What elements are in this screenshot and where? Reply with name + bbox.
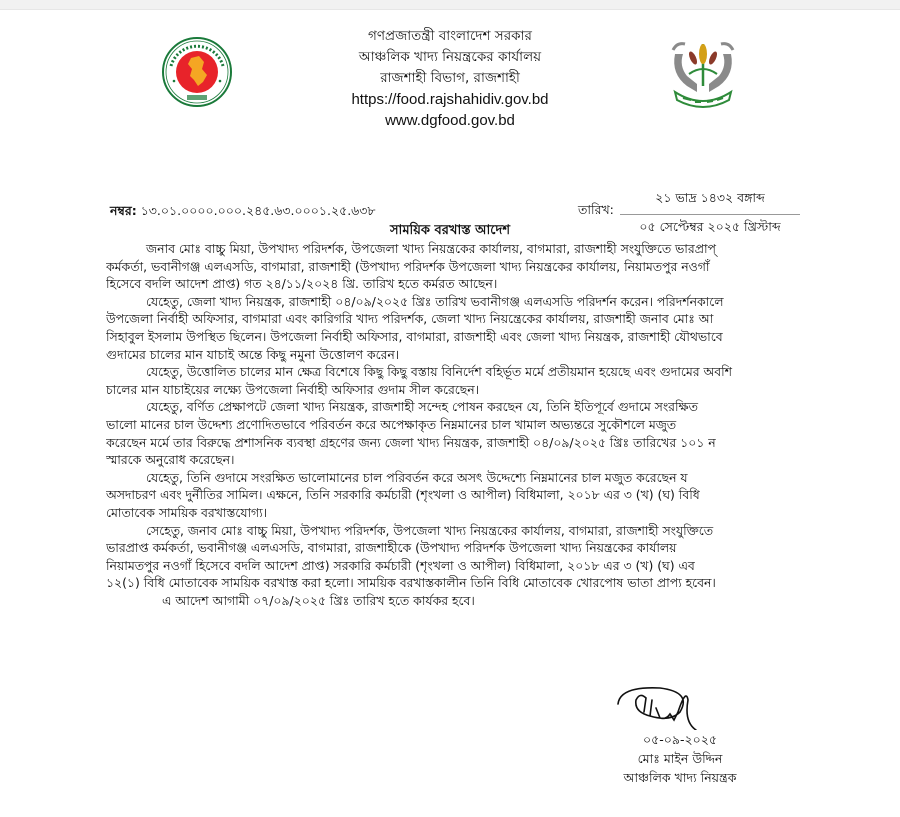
signatory-designation: আঞ্চলিক খাদ্য নিয়ন্ত্রক <box>623 770 737 785</box>
signature-date: ০৫-০৯-২০২৫ <box>643 732 717 747</box>
body-line: অসদাচরণ এবং দুর্নীতির সামিল। এক্ষনে, তিনি সরকারি কর্মচারী (শৃংখলা ও আপীল) বিধিমালা, ২০১৮ এর ৩ (খ) (ঘ) বিধি <box>106 487 700 503</box>
body-line: কর্মকর্তা, ভবানীগঞ্জ এলএসডি, বাগমারা, রাজশাহী (উপখাদ্য পরিদর্শক উপজেলা খাদ্য নিয়ন্ত্রকের কার্যালয়, নিয়ামতপুর নওগাঁ <box>106 258 710 274</box>
signature-icon <box>600 682 750 730</box>
body-line: সেহেতু, জনাব মোঃ বাচ্চু মিয়া, উপখাদ্য পরিদর্শক, উপজেলা খাদ্য নিয়ন্ত্রকের কার্যালয়, বাগমারা, রাজশাহী সংযুক্তিতে <box>146 522 713 538</box>
food-department-logo-icon <box>667 34 739 110</box>
memo-number-label: নম্বর: <box>110 203 137 218</box>
body-line: মোতাবেক সাময়িক বরখাস্তযোগ্য। <box>106 504 268 520</box>
body-line: চালের মান যাচাইয়ের লক্ষ্যে উপজেলা নির্বাহী অফিসার গুদাম সীল করেছেন। <box>106 381 480 397</box>
body-line: গুদামের চালের মান যাচাই অন্তে কিছু নমুনা উত্তোলণ করেন। <box>106 346 400 362</box>
body-line: হিসেবে বদলি আদেশ প্রাপ্ত) গত ২৪/১১/২০২৪ খ্রি. তারিখ হতে কর্মরত আছেন। <box>106 276 498 292</box>
body-line: উপজেলা নির্বাহী অফিসার, বাগমারা এবং কারিগরি খাদ্য পরিদর্শক, জেলা খাদ্য নিয়ন্ত্রেকের কার্যালয়, রাজশাহী জনাব মোঃ আ <box>106 311 714 327</box>
body-line: যেহেতু, বর্ণিত প্রেক্ষাপটে জেলা খাদ্য নিয়ন্ত্রক, রাজশাহী সন্দেহ পোষন করছেন যে, তিনি ইতিপূর্বে গুদামে সংরক্ষিত <box>146 399 698 415</box>
body-line: ভালো মানের চাল উদ্দেশ্য প্রণোদিতভাবে পরিবর্তন করে অপেক্ষাকৃত নিম্নমানের চাল খামাল অভ্যন্তরে সুকৌশলে মজুত <box>106 416 677 432</box>
memo-number-value: ১৩.০১.০০০০.০০০.২৪৫.৬৩.০০০১.২৫.৬৩৮ <box>140 203 376 218</box>
header-line-office: আঞ্চলিক খাদ্য নিয়ন্ত্রকের কার্যালয় <box>358 49 542 65</box>
body-line: যেহেতু, উত্তোলিত চালের মান ক্ষেত্র বিশেষে কিছু কিছু বস্তায় বিনির্দেশ বহির্ভূত মর্মে প্রতীয়মান হয়েছে এবং গুদামের অবশি <box>146 364 732 380</box>
body-line: ১২(১) বিধি মোতাবেক সাময়িক বরখাস্ত করা হলো। সাময়িক বরখাস্তকালীন তিনি বিধি মোতাবেক খোরপোষ ভাতা প্রাপ্য হবেন। <box>106 575 716 591</box>
header-line-division: রাজশাহী বিভাগ, রাজশাহী <box>380 70 520 86</box>
date-bangla: ২১ ভাদ্র ১৪৩২ বঙ্গাব্দ <box>620 190 800 215</box>
body-line: যেহেতু, তিনি গুদামে সংরক্ষিত ভালোমানের চাল পরিবর্তন করে অসৎ উদ্দেশ্যে নিম্নমানের চাল মজুত করেছেন য <box>146 469 688 485</box>
website-link-rajshahi[interactable]: https://food.rajshahidiv.gov.bd <box>351 91 549 108</box>
order-title: সাময়িক বরখাস্ত আদেশ <box>389 223 511 238</box>
body-line: জনাব মোঃ বাচ্চু মিয়া, উপখাদ্য পরিদর্শক, উপজেলা খাদ্য নিয়ন্ত্রকের কার্যালয়, বাগমারা, রাজশাহী সংযুক্তিতে ভারপ্রাপ্ <box>146 241 716 256</box>
signatory-name: মোঃ মাইন উদ্দিন <box>637 751 723 766</box>
website-link-dgfood[interactable]: www.dgfood.gov.bd <box>385 112 515 129</box>
body-line: সিহাবুল ইসলাম উপস্থিত ছিলেন। উপজেলা নির্বাহী অফিসার, বাগমারা, রাজশাহী এবং জেলা খাদ্য নিয়ন্ত্রক, রাজশাহী যৌথভাবে <box>106 328 723 344</box>
date-english: ০৫ সেপ্টেম্বর ২০২৫ খ্রিস্টাব্দ <box>639 219 781 234</box>
memo-number <box>110 203 376 223</box>
effective-date-line: এ আদেশ আগামী ০৭/০৯/২০২৫ খ্রিঃ তারিখ হতে কার্যকর হবে। <box>162 592 475 608</box>
body-line: স্মারকে অনুরোধ করেছেন। <box>106 452 235 468</box>
date-label: তারিখ: <box>578 202 614 217</box>
body-line: ভারপ্রাপ্ত কর্মকর্তা, ভবানীগঞ্জ এলএসডি, বাগমারা, রাজশাহীকে (উপখাদ্য পরিদর্শক উপজেলা খাদ্য নিয়ন্ত্রকের কার্যালয় <box>106 540 677 556</box>
body-line: করেছেন মর্মে তার বিরুদ্ধে প্রশাসনিক ব্যবস্থা গ্রহণের জন্য জেলা খাদ্য নিয়ন্ত্রক, রাজশাহী ০৪/০৯/২০২৫ খ্রিঃ তারিখের ১০১ ন <box>106 434 716 450</box>
body-line: নিয়ামতপুর নওগাঁ হিসেবে বদলি আদেশ প্রাপ্ত) সরকারি কর্মচারী (শৃংখলা ও আপীল) বিধিমালা, ২০১৮ এর ৩ (খ) (ঘ) এব <box>106 557 695 573</box>
header-line-government: গণপ্রজাতন্ত্রী বাংলাদেশ সরকার <box>368 28 532 44</box>
body-line: যেহেতু, জেলা খাদ্য নিয়ন্ত্রক, রাজশাহী ০৪/০৯/২০২৫ খ্রিঃ তারিখ ভবানীগঞ্জ এলএসডি পরিদর্শন করেন। পরিদর্শনকালে <box>146 293 724 309</box>
order-body <box>106 240 890 609</box>
signature-block <box>590 730 770 787</box>
letterhead <box>250 26 650 131</box>
government-seal-icon <box>161 36 233 108</box>
top-bar <box>0 0 900 10</box>
